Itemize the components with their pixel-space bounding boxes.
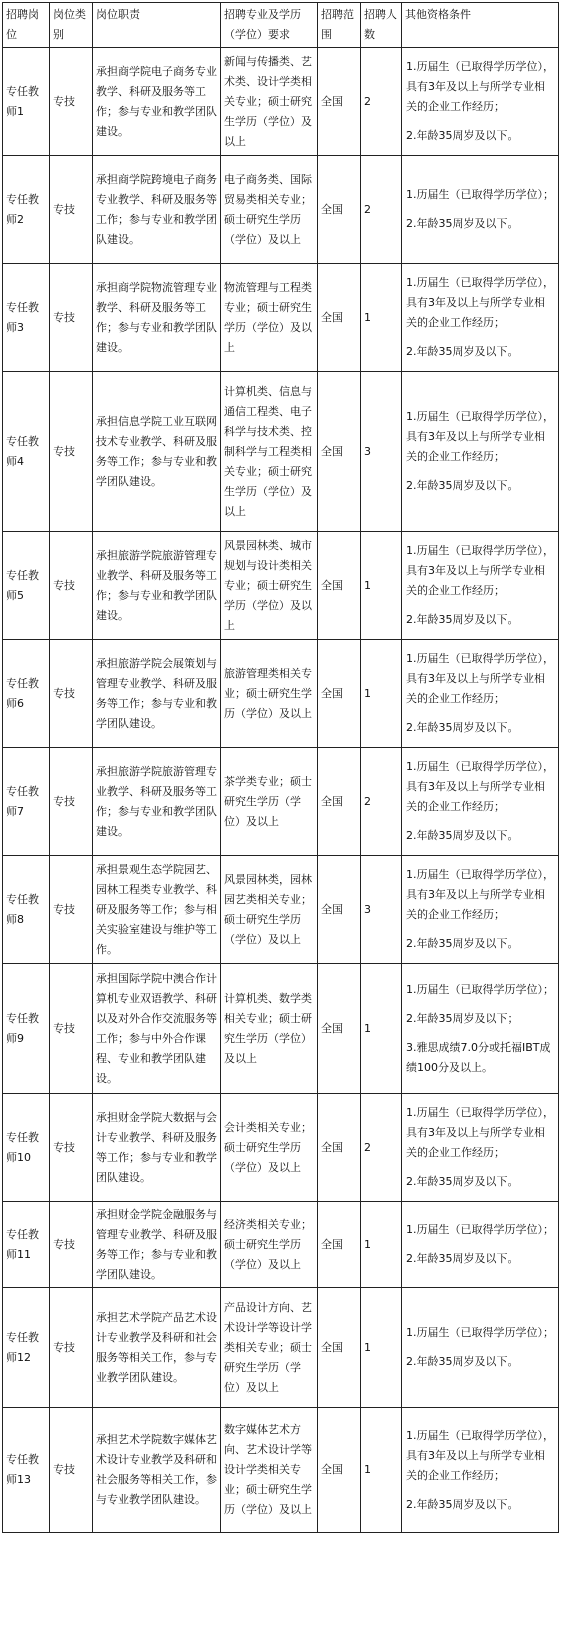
header-duty: 岗位职责 bbox=[93, 3, 221, 48]
condition-item: 2.年龄35周岁及以下。 bbox=[406, 1175, 519, 1188]
category-cell: 专技 bbox=[50, 748, 93, 856]
condition-item: 2.年龄35周岁及以下。 bbox=[406, 345, 519, 358]
condition-item: 1.历届生（已取得学历学位），具有3年及以上与所学专业相关的企业工作经历； bbox=[406, 1106, 554, 1159]
duty-cell: 承担财金学院金融服务与管理专业教学、科研及服务等工作；参与专业和教学团队建设。 bbox=[93, 1202, 221, 1288]
count-cell: 2 bbox=[361, 748, 402, 856]
position-cell: 专任教师2 bbox=[3, 156, 50, 264]
header-other: 其他资格条件 bbox=[402, 3, 559, 48]
count-cell: 2 bbox=[361, 48, 402, 156]
table-row bbox=[3, 156, 559, 264]
position-cell: 专任教师7 bbox=[3, 748, 50, 856]
duty-cell: 承担旅游学院会展策划与管理专业教学、科研及服务等工作；参与专业和教学团队建设。 bbox=[93, 640, 221, 748]
scope-cell: 全国 bbox=[318, 964, 361, 1094]
condition-item: 1.历届生（已取得学历学位）； bbox=[406, 982, 554, 996]
category-cell: 专技 bbox=[50, 1094, 93, 1202]
scope-cell: 全国 bbox=[318, 532, 361, 640]
position-cell: 专任教师3 bbox=[3, 264, 50, 372]
table-row bbox=[3, 1288, 559, 1408]
position-cell: 专任教师13 bbox=[3, 1408, 50, 1533]
condition-item: 1.历届生（已取得学历学位），具有3年及以上与所学专业相关的企业工作经历； bbox=[406, 544, 554, 597]
condition-item: 1.历届生（已取得学历学位），具有3年及以上与所学专业相关的企业工作经历； bbox=[406, 60, 554, 113]
condition-item: 2.年龄35周岁及以下。 bbox=[406, 937, 519, 950]
table-row bbox=[3, 1202, 559, 1288]
header-count: 招聘人数 bbox=[361, 3, 402, 48]
major-cell: 经济类相关专业；硕士研究生学历（学位）及以上 bbox=[221, 1202, 318, 1288]
scope-cell: 全国 bbox=[318, 1408, 361, 1533]
header-scope: 招聘范围 bbox=[318, 3, 361, 48]
conditions-cell bbox=[402, 640, 559, 748]
major-cell: 物流管理与工程类专业；硕士研究生学历（学位）及以上 bbox=[221, 264, 318, 372]
conditions-cell bbox=[402, 532, 559, 640]
scope-cell: 全国 bbox=[318, 372, 361, 532]
condition-item: 2.年龄35周岁及以下。 bbox=[406, 479, 519, 492]
category-cell: 专技 bbox=[50, 532, 93, 640]
major-cell: 茶学类专业；硕士研究生学历（学位）及以上 bbox=[221, 748, 318, 856]
category-cell: 专技 bbox=[50, 1288, 93, 1408]
major-cell: 风景园林类，园林园艺类相关专业；硕士研究生学历（学位）及以上 bbox=[221, 856, 318, 964]
duty-cell: 承担艺术学院数字媒体艺术设计专业教学及科研和社会服务等相关工作，参与专业教学团队建设。 bbox=[93, 1408, 221, 1533]
condition-item: 2.年龄35周岁及以下。 bbox=[406, 1497, 519, 1511]
condition-item: 1.历届生（已取得学历学位），具有3年及以上与所学专业相关的企业工作经历； bbox=[406, 760, 554, 813]
count-cell: 1 bbox=[361, 1408, 402, 1533]
conditions-cell bbox=[402, 748, 559, 856]
scope-cell: 全国 bbox=[318, 48, 361, 156]
count-cell: 1 bbox=[361, 1202, 402, 1288]
table-row bbox=[3, 1408, 559, 1533]
position-cell: 专任教师5 bbox=[3, 532, 50, 640]
category-cell: 专技 bbox=[50, 1408, 93, 1533]
major-cell: 新闻与传播类、艺术类、设计学类相关专业；硕士研究生学历（学位）及以上 bbox=[221, 48, 318, 156]
count-cell: 1 bbox=[361, 1288, 402, 1408]
scope-cell: 全国 bbox=[318, 1288, 361, 1408]
category-cell: 专技 bbox=[50, 640, 93, 748]
table-row bbox=[3, 372, 559, 532]
condition-item: 1.历届生（已取得学历学位）； bbox=[406, 188, 554, 201]
major-cell: 旅游管理类相关专业；硕士研究生学历（学位）及以上 bbox=[221, 640, 318, 748]
position-cell: 专任教师10 bbox=[3, 1094, 50, 1202]
condition-item: 1.历届生（已取得学历学位），具有3年及以上与所学专业相关的企业工作经历； bbox=[406, 652, 554, 705]
conditions-cell bbox=[402, 1408, 559, 1533]
scope-cell: 全国 bbox=[318, 856, 361, 964]
condition-item: 2.年龄35周岁及以下。 bbox=[406, 129, 519, 142]
count-cell: 3 bbox=[361, 372, 402, 532]
condition-item: 2.年龄35周岁及以下。 bbox=[406, 613, 519, 626]
table-row bbox=[3, 1094, 559, 1202]
header-row bbox=[3, 3, 559, 48]
scope-cell: 全国 bbox=[318, 640, 361, 748]
duty-cell: 承担商学院物流管理专业教学、科研及服务等工作；参与专业和教学团队建设。 bbox=[93, 264, 221, 372]
position-cell: 专任教师8 bbox=[3, 856, 50, 964]
table-row bbox=[3, 964, 559, 1094]
condition-item: 1.历届生（已取得学历学位），具有3年及以上与所学专业相关的企业工作经历； bbox=[406, 868, 554, 921]
table-row bbox=[3, 532, 559, 640]
duty-cell: 承担旅游学院旅游管理专业教学、科研及服务等工作；参与专业和教学团队建设。 bbox=[93, 532, 221, 640]
scope-cell: 全国 bbox=[318, 156, 361, 264]
category-cell: 专技 bbox=[50, 48, 93, 156]
position-cell: 专任教师6 bbox=[3, 640, 50, 748]
table-row bbox=[3, 48, 559, 156]
category-cell: 专技 bbox=[50, 264, 93, 372]
conditions-cell bbox=[402, 156, 559, 264]
table-row bbox=[3, 264, 559, 372]
condition-item: 3.雅思成绩7.0分或托福IBT成绩100分及以上。 bbox=[406, 1040, 551, 1074]
header-position: 招聘岗位 bbox=[3, 3, 50, 48]
count-cell: 3 bbox=[361, 856, 402, 964]
header-category: 岗位类别 bbox=[50, 3, 93, 48]
table-row bbox=[3, 856, 559, 964]
conditions-cell bbox=[402, 1094, 559, 1202]
condition-item: 2.年龄35周岁及以下； bbox=[406, 1011, 519, 1025]
conditions-cell bbox=[402, 1202, 559, 1288]
category-cell: 专技 bbox=[50, 856, 93, 964]
count-cell: 2 bbox=[361, 1094, 402, 1202]
conditions-cell bbox=[402, 48, 559, 156]
header-major: 招聘专业及学历（学位）要求 bbox=[221, 3, 318, 48]
table-row bbox=[3, 748, 559, 856]
position-cell: 专任教师11 bbox=[3, 1202, 50, 1288]
condition-item: 1.历届生（已取得学历学位），具有3年及以上与所学专业相关的企业工作经历； bbox=[406, 1428, 554, 1482]
conditions-cell bbox=[402, 964, 559, 1094]
category-cell: 专技 bbox=[50, 1202, 93, 1288]
recruitment-table bbox=[2, 2, 559, 1533]
duty-cell: 承担国际学院中澳合作计算机专业双语教学、科研以及对外合作交流服务等工作；参与中外合作课程、专业和教学团队建设。 bbox=[93, 964, 221, 1094]
major-cell: 计算机类、信息与通信工程类、电子科学与技术类、控制科学与工程类相关专业；硕士研究生学历（学位）及以上 bbox=[221, 372, 318, 532]
major-cell: 风景园林类、城市规划与设计类相关专业；硕士研究生学历（学位）及以上 bbox=[221, 532, 318, 640]
duty-cell: 承担信息学院工业互联网技术专业教学、科研及服务等工作；参与专业和教学团队建设。 bbox=[93, 372, 221, 532]
count-cell: 2 bbox=[361, 156, 402, 264]
conditions-cell bbox=[402, 264, 559, 372]
scope-cell: 全国 bbox=[318, 1094, 361, 1202]
count-cell: 1 bbox=[361, 264, 402, 372]
position-cell: 专任教师4 bbox=[3, 372, 50, 532]
major-cell: 电子商务类、国际贸易类相关专业；硕士研究生学历（学位）及以上 bbox=[221, 156, 318, 264]
major-cell: 数字媒体艺术方向、艺术设计学等设计学类相关专业；硕士研究生学历（学位）及以上 bbox=[221, 1408, 318, 1533]
scope-cell: 全国 bbox=[318, 748, 361, 856]
category-cell: 专技 bbox=[50, 156, 93, 264]
position-cell: 专任教师9 bbox=[3, 964, 50, 1094]
count-cell: 1 bbox=[361, 532, 402, 640]
position-cell: 专任教师1 bbox=[3, 48, 50, 156]
condition-item: 2.年龄35周岁及以下。 bbox=[406, 217, 519, 230]
conditions-cell bbox=[402, 1288, 559, 1408]
condition-item: 1.历届生（已取得学历学位）； bbox=[406, 1223, 554, 1236]
table-row bbox=[3, 640, 559, 748]
duty-cell: 承担商学院跨境电子商务专业教学、科研及服务等工作；参与专业和教学团队建设。 bbox=[93, 156, 221, 264]
major-cell: 产品设计方向、艺术设计学等设计学类相关专业；硕士研究生学历（学位）及以上 bbox=[221, 1288, 318, 1408]
condition-item: 2.年龄35周岁及以下。 bbox=[406, 1355, 519, 1368]
count-cell: 1 bbox=[361, 640, 402, 748]
category-cell: 专技 bbox=[50, 372, 93, 532]
condition-item: 2.年龄35周岁及以下。 bbox=[406, 721, 519, 734]
condition-item: 2.年龄35周岁及以下。 bbox=[406, 829, 519, 842]
count-cell: 1 bbox=[361, 964, 402, 1094]
duty-cell: 承担艺术学院产品艺术设计专业教学及科研和社会服务等相关工作，参与专业教学团队建设。 bbox=[93, 1288, 221, 1408]
condition-item: 1.历届生（已取得学历学位），具有3年及以上与所学专业相关的企业工作经历； bbox=[406, 276, 554, 329]
conditions-cell bbox=[402, 372, 559, 532]
conditions-cell bbox=[402, 856, 559, 964]
category-cell: 专技 bbox=[50, 964, 93, 1094]
major-cell: 计算机类、数学类相关专业；硕士研究生学历（学位）及以上 bbox=[221, 964, 318, 1094]
scope-cell: 全国 bbox=[318, 264, 361, 372]
condition-item: 1.历届生（已取得学历学位）； bbox=[406, 1326, 554, 1339]
duty-cell: 承担财金学院大数据与会计专业教学、科研及服务等工作；参与专业和教学团队建设。 bbox=[93, 1094, 221, 1202]
condition-item: 2.年龄35周岁及以下。 bbox=[406, 1252, 519, 1265]
duty-cell: 承担景观生态学院园艺、园林工程类专业教学、科研及服务等工作；参与相关实验室建设与维护等工作。 bbox=[93, 856, 221, 964]
scope-cell: 全国 bbox=[318, 1202, 361, 1288]
condition-item: 1.历届生（已取得学历学位），具有3年及以上与所学专业相关的企业工作经历； bbox=[406, 410, 554, 463]
duty-cell: 承担商学院电子商务专业教学、科研及服务等工作；参与专业和教学团队建设。 bbox=[93, 48, 221, 156]
duty-cell: 承担旅游学院旅游管理专业教学、科研及服务等工作；参与专业和教学团队建设。 bbox=[93, 748, 221, 856]
position-cell: 专任教师12 bbox=[3, 1288, 50, 1408]
major-cell: 会计类相关专业；硕士研究生学历（学位）及以上 bbox=[221, 1094, 318, 1202]
